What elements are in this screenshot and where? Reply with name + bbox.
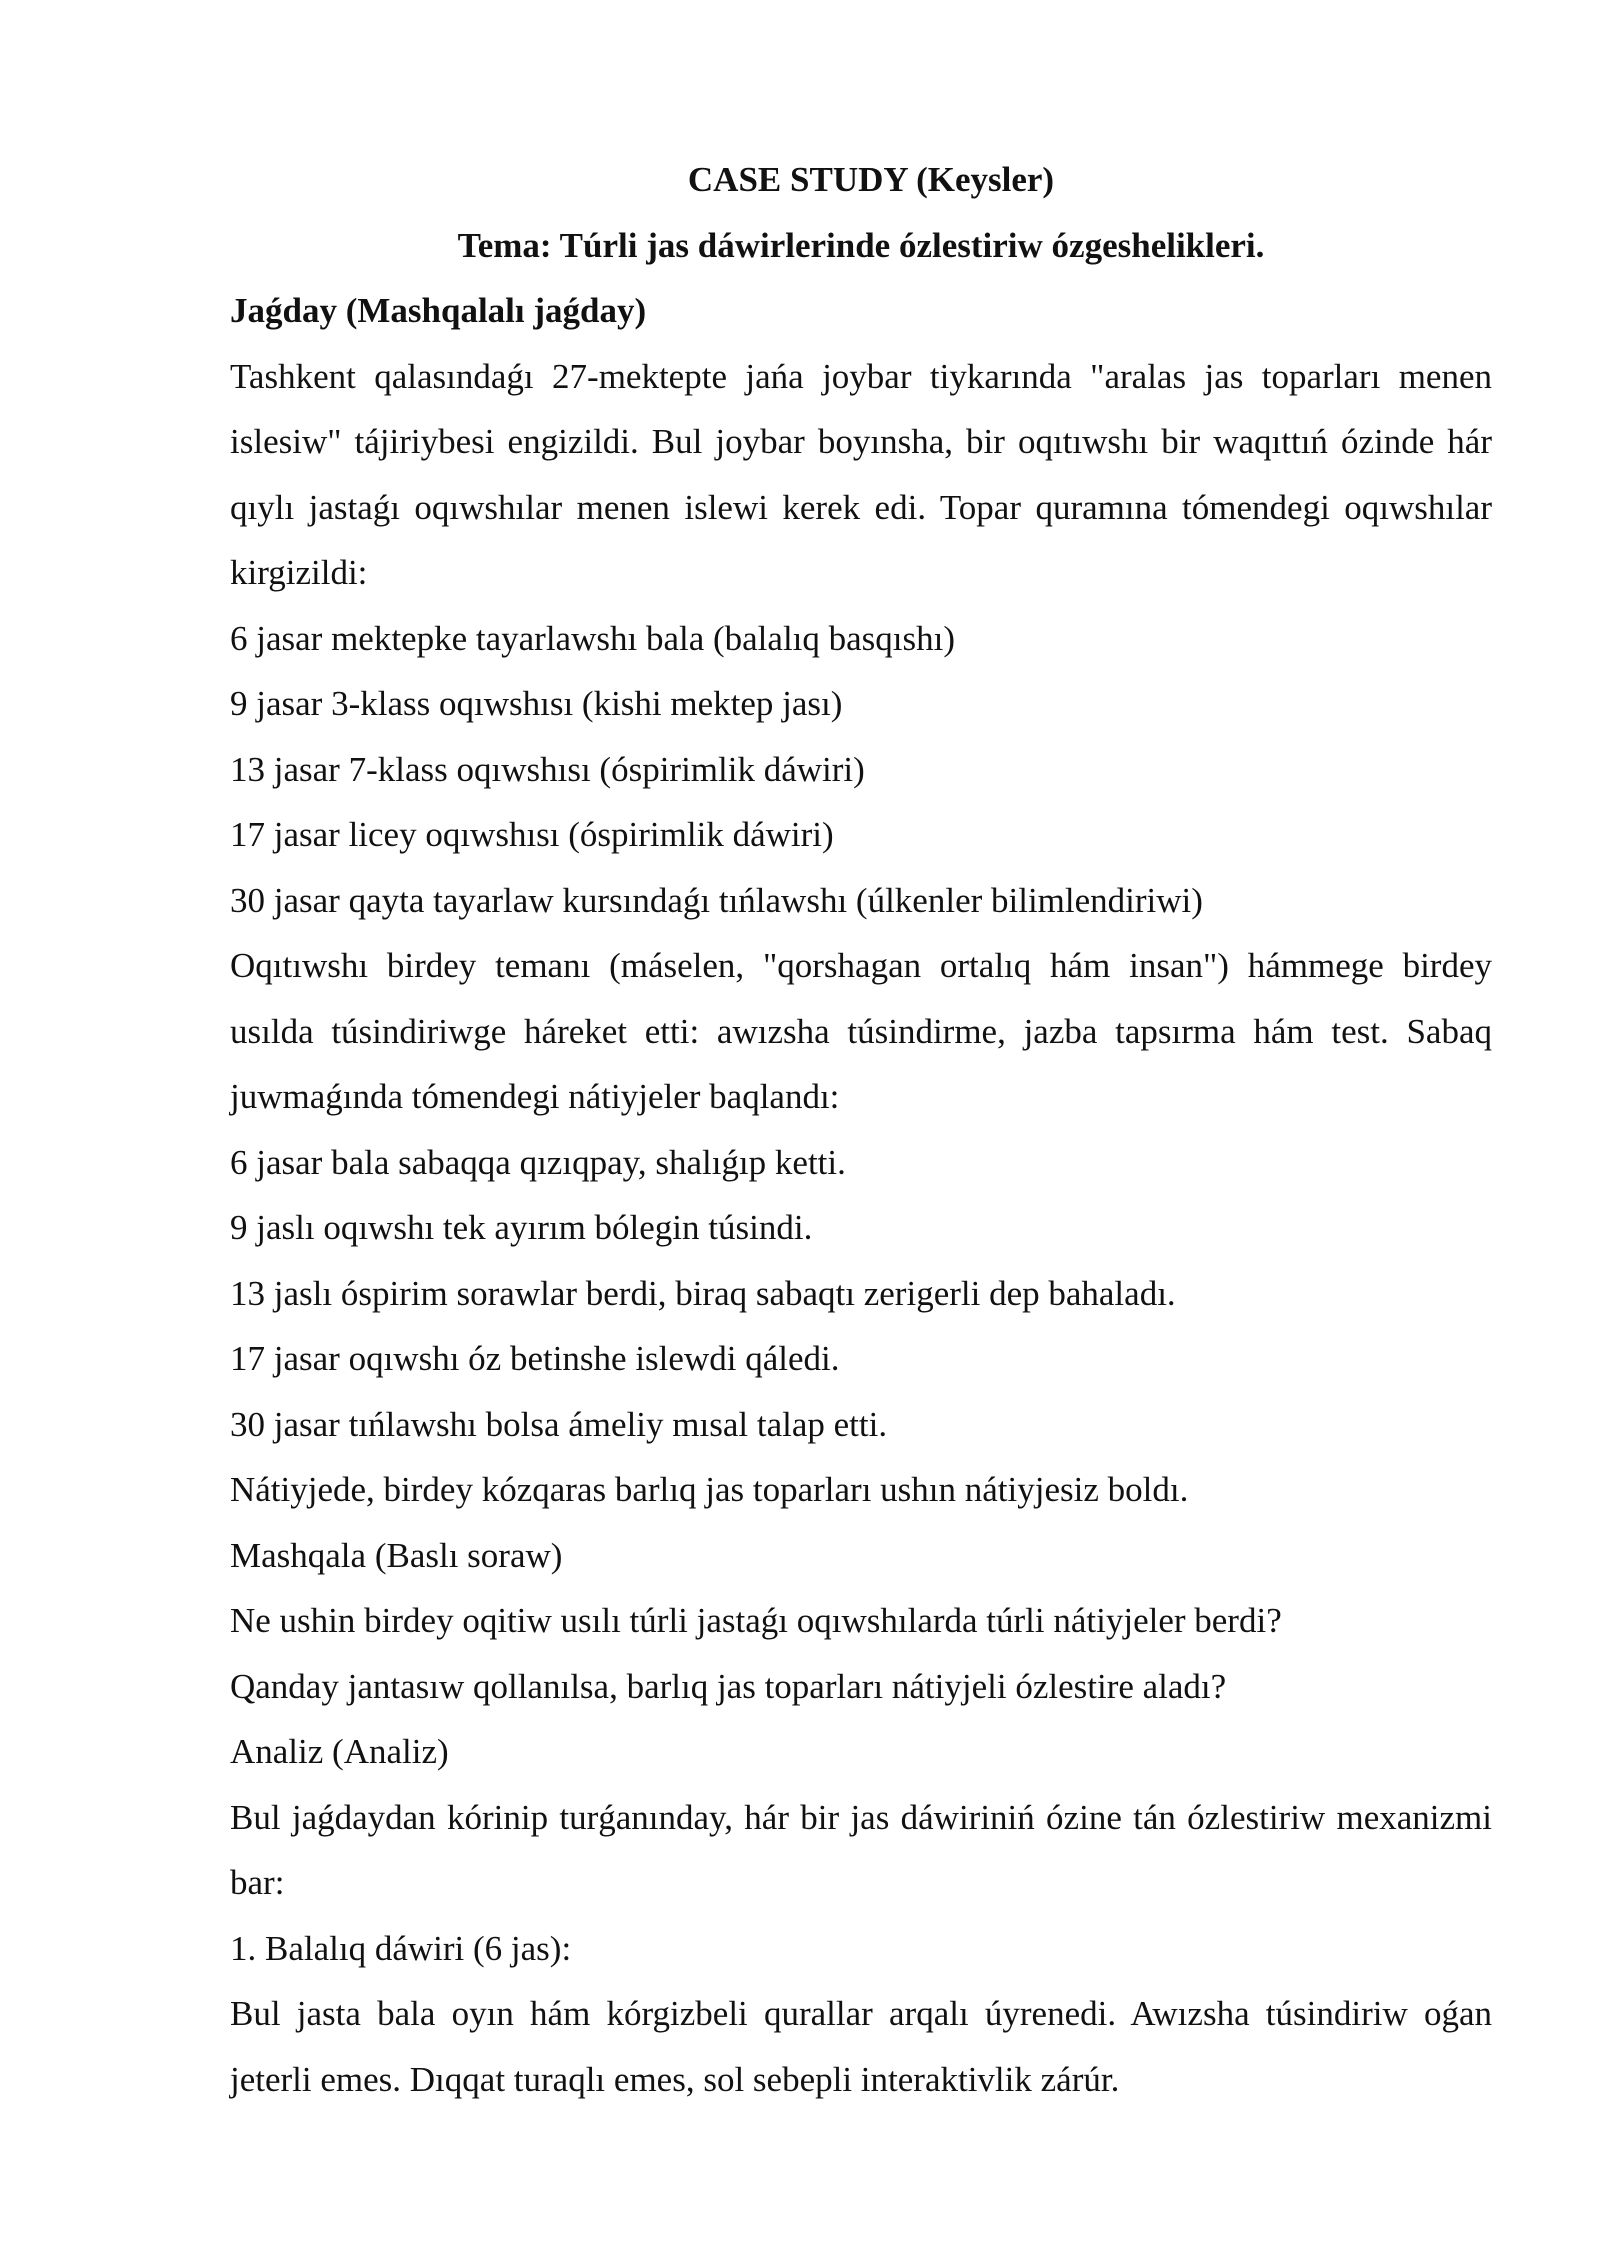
document-title: CASE STUDY (Keysler) bbox=[687, 160, 1055, 199]
list-item: 30 jasar qayta tayarlaw kursındaǵı tıńlawshı (úlkenler bilimlendiriwi) bbox=[230, 880, 1203, 920]
stage-1-heading: 1. Balalıq dáwiri (6 jas): bbox=[230, 1928, 572, 1968]
list-item: 9 jasar 3-klass oqıwshısı (kishi mektep jası) bbox=[230, 684, 843, 723]
list-item: 17 jasar licey oqıwshısı (óspirimlik dáwiri) bbox=[230, 815, 834, 854]
question-item: Ne ushin birdey oqitiw usılı túrli jastaǵı oqıwshılarda túrli nátiyjeler berdi? bbox=[230, 1601, 1282, 1640]
document-page bbox=[230, 147, 1492, 2112]
list-item: 13 jaslı óspirim sorawlar berdi, biraq sabaqtı zerigerli dep bahaladı. bbox=[230, 1273, 1176, 1313]
section-heading-analysis: Analiz (Analiz) bbox=[230, 1732, 449, 1771]
group-members-list bbox=[230, 606, 1492, 934]
analysis-paragraph: Bul jaǵdaydan kórinip turǵanınday, hár bir jas dáwiriniń ózine tán ózlestiriw mexanizmi bar: bbox=[230, 1797, 1492, 1902]
section-heading-problem: Mashqala (Baslı soraw) bbox=[230, 1535, 563, 1575]
list-item: Nátiyjede, birdey kózqaras barlıq jas toparları ushın nátiyjesiz boldı. bbox=[230, 1470, 1189, 1509]
method-paragraph: Oqıtıwshı birdey temanı (máselen, "qorshagan ortalıq hám insan") hámmege birdey usılda túsindiriwge háreket etti: awızsha túsindirme, jazba tapsırma hám test. Sabaq juwmaǵında tómendegi nátiyjeler baqlandı: bbox=[230, 946, 1492, 1116]
list-item: 17 jasar oqıwshı óz betinshe islewdi qáledi. bbox=[230, 1339, 840, 1378]
question-item: Qanday jantasıw qollanılsa, barlıq jas toparları nátiyjeli ózlestire aladı? bbox=[230, 1666, 1227, 1706]
section-heading-situation: Jaǵday (Mashqalalı jaǵday) bbox=[230, 291, 647, 330]
list-item: 9 jaslı oqıwshı tek ayırım bólegin túsindi. bbox=[230, 1208, 813, 1247]
list-item: 30 jasar tıńlawshı bolsa ámeliy mısal talap etti. bbox=[230, 1404, 888, 1444]
stage-1-paragraph: Bul jasta bala oyın hám kórgizbeli qurallar arqalı úyrenedi. Awızsha túsindiriw oǵan jeterli emes. Dıqqat turaqlı emes, sol sebepli interaktivlik zárúr. bbox=[230, 1994, 1492, 2099]
results-list bbox=[230, 1130, 1492, 1523]
list-item: 6 jasar bala sabaqqa qızıqpay, shalıǵıp ketti. bbox=[230, 1142, 846, 1182]
intro-paragraph: Tashkent qalasındaǵı 27-mektepte jańa joybar tiykarında "aralas jas toparları menen islesiw" tájiriybesi engizildi. Bul joybar boyınsha, bir oqıtıwshı bir waqıttıń ózinde hár qıylı jastaǵı oqıwshılar menen islewi kerek edi. Topar quramına tómendegi oqıwshılar kirgizildi: bbox=[230, 356, 1492, 592]
list-item: 13 jasar 7-klass oqıwshısı (óspirimlik dáwiri) bbox=[230, 749, 865, 789]
document-topic: Tema: Túrli jas dáwirlerinde ózlestiriw ózgeshelikleri. bbox=[457, 225, 1265, 265]
list-item: 6 jasar mektepke tayarlawshı bala (balalıq basqıshı) bbox=[230, 618, 956, 658]
